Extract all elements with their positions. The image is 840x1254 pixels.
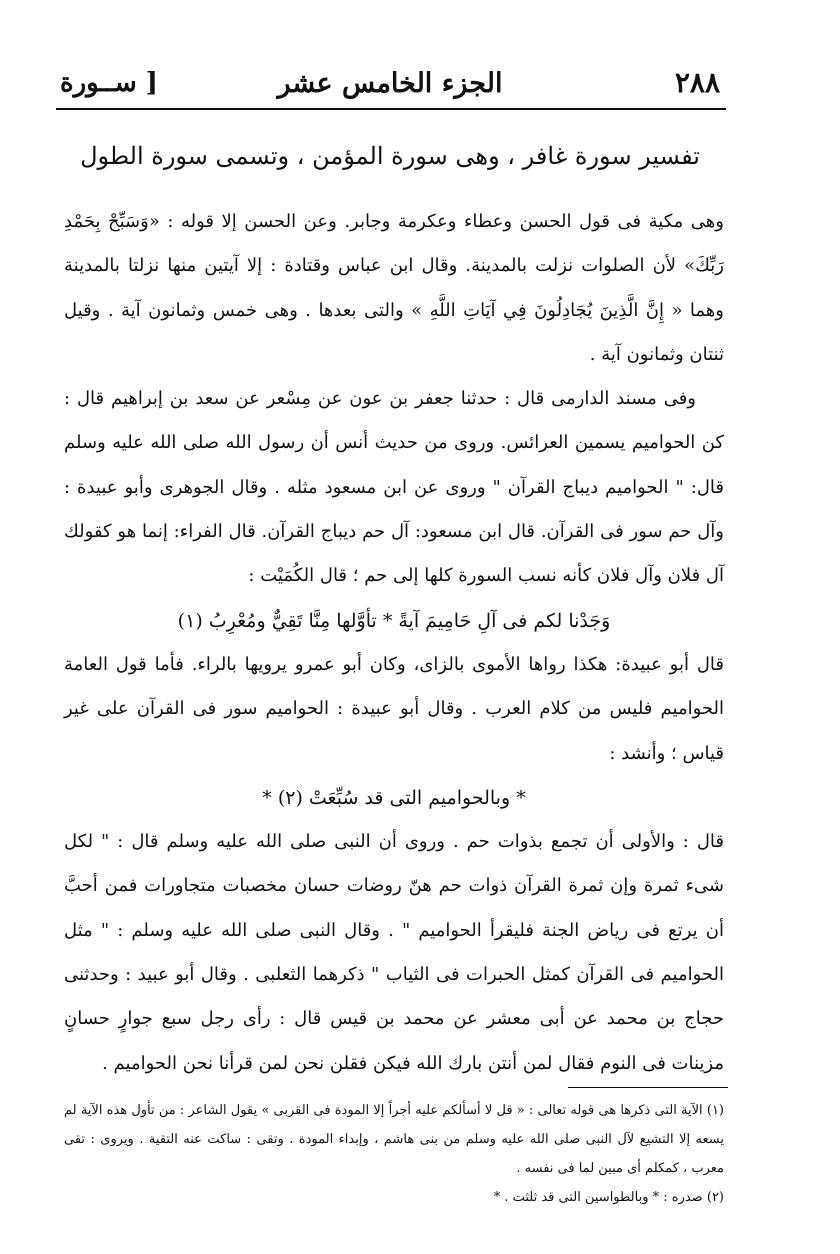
verse-kumayt: وَجَدْنا لكم فى آلِ حَامِيمَ آيةً * تأوَّلها مِنَّا تَقِيٌّ ومُعْرِبُ (١) xyxy=(177,609,611,632)
page-number: ٢٨٨ xyxy=(674,66,720,99)
paragraph-intro: وهى مكية فى قول الحسن وعطاء وعكرمة وجابر. وعن الحسن إلا قوله : «وَسَبِّحْ بِحَمْدِ رَبِّكَ» لأن الصلوات نزلت بالمدينة. وقال ابن عباس وقتادة : إلا آيتين منها نزلتا بالمدينة وهما « إِنَّ الَّذِينَ يُجَادِلُونَ فِي آيَاتِ اللَّهِ » والتى بعدها . وهى خمس وثمانون آية . وقيل ثنتان وثمانون آية . xyxy=(64,211,724,365)
header-rule xyxy=(56,108,726,110)
footnote-2: (٢) صدره : * وبالطواسين التى قد ثلثت . * xyxy=(493,1190,724,1205)
surah-label: [ ســورة xyxy=(60,68,158,98)
paragraph-hadith: قال : والأولى أن تجمع بذوات حم . وروى أن النبى صلى الله عليه وسلم قال : " لكل شىء ثمرة وإن ثمرة القرآن ذوات حم هنّ روضات حسان مخصبات متجاورات فمن أحبَّ أن يرتع فى رياض الجنة فليقرأ الحواميم " . وقال النبى صلى الله عليه وسلم : " مثل الحواميم فى القرآن كمثل الحبرات فى الثياب " ذكرهما الثعلبى . وقال أبو عبيد : وحدثنى حجاج بن محمد عن أبى معشر عن محمد بن قيس قال : رأى رجل سبع جوارٍ حسانٍ مزينات فى النوم فقال لمن أنتن بارك الله فيكن فقلن نحن لمن قرأنا نحن الحواميم . xyxy=(64,831,724,1074)
section-title: تفسير سورة غافر ، وهى سورة المؤمن ، وتسمى سورة الطول xyxy=(80,142,700,170)
footnote-1: (١) الآية التى ذكرها هى قوله تعالى : « قل لا أسألكم عليه أجراً إلا المودة فى القربى » يقول الشاعر : من تأول هذه الآية لم يسعه إلا التشيع لآل النبى صلى الله عليه وسلم من بنى هاشم ، وإبداء المودة . وتقى : ساكت عنه التقية . ويروى : تقى معرب ، كمكلم أى مبين لما فى نفسه . xyxy=(64,1103,724,1176)
part-title: الجزء الخامس عشر xyxy=(277,68,503,99)
running-header xyxy=(60,66,720,110)
paragraph-darimi: وفى مسند الدارمى قال : حدثنا جعفر بن عون عن مِسْعر عن سعد بن إبراهيم قال : كن الحواميم يسمين العرائس. وروى من حديث أنس أن رسول الله صلى الله عليه وسلم قال: " الحواميم ديباج القرآن " وروى عن ابن مسعود مثله . وقال الجوهرى وأبو عبيدة : وآل حم سور فى القرآن. قال ابن مسعود: آل حم ديباج القرآن. قال الفراء: إنما هو كقولك آل فلان وآل فلان كأنه نسب السورة كلها إلى حم ؛ قال الكُمَيْت : xyxy=(64,388,724,587)
footnote-rule xyxy=(568,1087,728,1088)
verse-hawamim: * وبالحواميم التى قد سُبِّعَتْ (٢) * xyxy=(262,786,526,809)
footnotes xyxy=(64,1096,724,1212)
main-text xyxy=(64,200,724,1086)
paragraph-abu-ubayda: قال أبو عبيدة: هكذا رواها الأموى بالزاى، وكان أبو عمرو يرويها بالراء. فأما قول العامة الحواميم فليس من كلام العرب . وقال أبو عبيدة : الحواميم سور فى القرآن على غير قياس ؛ وأنشد : xyxy=(64,653,724,764)
